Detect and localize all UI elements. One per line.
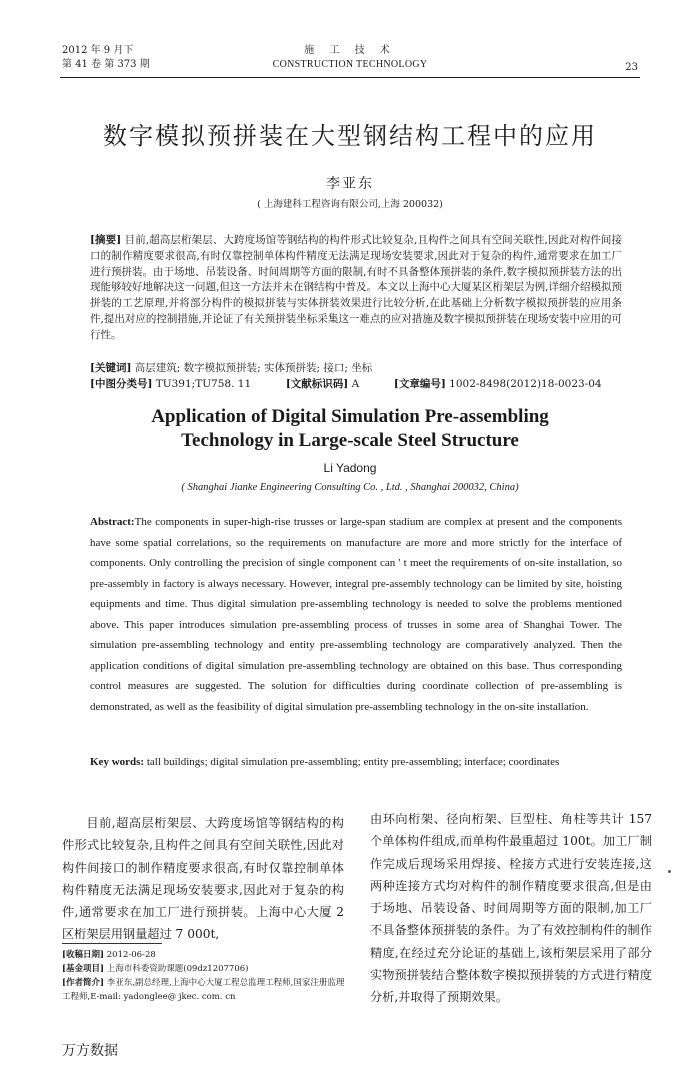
fund-label: [基金项目] [62, 964, 105, 974]
volume-issue: 第 41 卷 第 373 期 [62, 59, 150, 70]
abstract-en-text: The components in super-high-rise trusses or large-span stadium are complex at present and the components have some spatial correlations, so the requirements on manufacture are more and more strictly for the interface of components. Only controlling the precision of single component can ' t meet the requirements of on-site installation, so pre-assembly in factory is always necessary. However, integral pre-assembly technology can be limited by site, hoisting equipments and time. Thus digital simulation pre-assembling technology is needed to solve the problems mentioned above. This paper introduces simulation pre-assembling process of trusses in some area of Shanghai Tower. The simulation pre-assembling technology and entity pre-assembling technology are comparatively analyzed. Then the application conditions of digital simulation pre-assembling technology are obtained on this base. Thus corresponding control measures are suggested. The solution for difficulties during coordinate collection of pre-assembling is demonstrated, as well as the feasibility of digital simulation pre-assembling technology in the on-site installation. [90, 516, 622, 713]
running-header-journal [200, 44, 500, 72]
footnote-bio [62, 976, 347, 1004]
abstract-cn-label: [摘要] [90, 234, 122, 246]
bio-text: 李亚东,副总经理,上海中心大厦工程总监理工程师,国家注册监理工程师,E-mail: yadonglee@ jkec. com. cn [62, 978, 345, 1002]
footnote-fund [62, 962, 347, 976]
affiliation-cn: ( 上海建科工程咨询有限公司,上海 200032) [257, 199, 443, 210]
abstract-cn-text: 目前,超高层桁架层、大跨度场馆等钢结构的构件形式比较复杂,且构件之间具有空间关联性,因此对构件间接口的制作精度要求很高,有时仅靠控制单体构件精度无法满足现场安装要求,因此对于复杂的构件,通常要求在加工厂进行预拼装。由于场地、吊装设备、时间周期等方面的限制,有时不具备整体预拼装的条件,数字模拟预拼装方法的出现能够较好地解决这一问题,但这一方法并未在钢结构中普及。本文以上海中心大厦某区桁架层为例,详细介绍模拟预拼装的工艺原理,并将部分构件的模拟拼装与实体拼装效果进行比较分析,在此基础上分析数字模拟预拼装的应用条件,提出对应的控制措施,并论证了有关预拼装坐标采集这一难点的应对措施及数字模拟预拼装在现场安装中应用的可行性。 [90, 234, 622, 341]
footnote-rule [62, 943, 162, 944]
journal-name-en: CONSTRUCTION TECHNOLOGY [272, 59, 428, 70]
keywords-cn [90, 360, 622, 376]
page-number: 23 [625, 62, 638, 73]
abstract-cn [90, 233, 622, 344]
abstract-en [90, 512, 622, 717]
journal-name-cn: 施 工 技 术 [304, 45, 396, 56]
body-column-left: 目前,超高层桁架层、大跨度场馆等钢结构的构件形式比较复杂,且构件之间具有空间关联性,因此对构件间接口的制作精度要求很高,有时仅靠控制单体构件精度无法满足现场安装要求,因此对于复杂的构件,通常要求在加工厂进行预拼装。上海中心大厦 2 区桁架层用钢量超过 7 000t, [62, 816, 344, 942]
stray-dot [668, 870, 671, 873]
clc-value: TU391;TU758. 11 [152, 378, 252, 390]
bio-label: [作者简介] [62, 978, 105, 988]
received-date: 2012-06-28 [104, 950, 156, 960]
title-cn: 数字模拟预拼装在大型钢结构工程中的应用 [103, 122, 597, 150]
watermark: 万方数据 [62, 1043, 118, 1059]
affiliation-en: ( Shanghai Jianke Engineering Consulting Co. , Ltd. , Shanghai 200032, China) [181, 482, 519, 493]
clc-label: [中图分类号] [90, 378, 153, 390]
title-en [60, 405, 640, 453]
doc-code-label: [文献标识码] [285, 378, 349, 390]
title-en-line2: Technology in Large-scale Steel Structure [181, 430, 519, 451]
keywords-en [90, 752, 622, 772]
keywords-en-label: Key words: [90, 756, 145, 768]
article-no-label: [文章编号] [393, 378, 446, 390]
footnote-received [62, 948, 347, 962]
body-column-right: 由环向桁架、径向桁架、巨型柱、角柱等共计 157 个单体构件组成,而单构件最重超过 100t。加工厂制作完成后现场采用焊接、栓接方式进行安装连接,这两种连接方式均对构件的制作精度要求很高,但是由于场地、吊装设备、时间周期等方面的限制,加工厂不具备整体预拼装的条件。为了有效控制构件的制作精度,在经过充分论证的基础上,该桁架层采用了部分实物预拼装结合整体数字模拟预拼装的方式进行精度分析,并取得了预期效果。 [370, 812, 652, 1005]
issue-date: 2012 年 9 月下 [62, 45, 134, 56]
fund-text: 上海市科委资助课题(09dz1207706) [104, 964, 249, 974]
abstract-en-label: Abstract: [90, 516, 135, 528]
keywords-cn-label: [关键词] [90, 362, 132, 374]
title-en-line1: Application of Digital Simulation Pre-assembling [151, 406, 549, 427]
keywords-cn-text: 高层建筑; 数字模拟预拼装; 实体预拼装; 接口; 坐标 [131, 362, 373, 374]
article-no-value: 1002-8498(2012)18-0023-04 [445, 378, 602, 390]
footnotes [62, 948, 347, 1004]
header-rule [60, 77, 640, 78]
keywords-en-text: tall buildings; digital simulation pre-assembling; entity pre-assembling; interface; coordinates [144, 756, 560, 768]
author-cn: 李亚东 [326, 176, 374, 192]
running-header-left [62, 44, 150, 72]
doc-code-value: A [348, 378, 360, 390]
classification-line [90, 376, 630, 392]
received-label: [收稿日期] [62, 950, 105, 960]
author-en: Li Yadong [323, 461, 377, 475]
